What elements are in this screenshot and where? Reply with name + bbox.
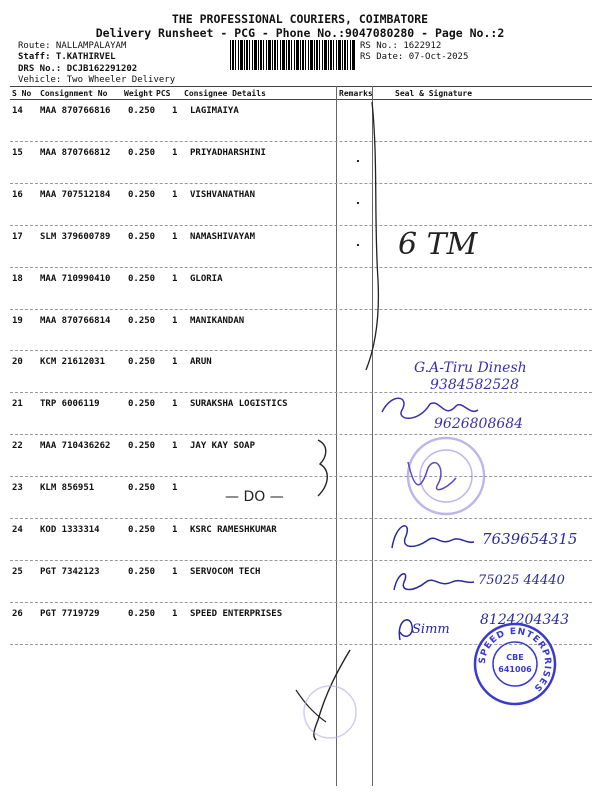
signature-row20: G.A-Tiru Dinesh xyxy=(414,360,527,376)
rs-date: RS Date: 07-Oct-2025 xyxy=(360,52,469,62)
faint-stamp xyxy=(408,438,484,514)
row-pcs: 1 xyxy=(172,441,178,452)
col-consignment: Consignment No xyxy=(40,89,108,98)
row-sno: 23 xyxy=(12,483,23,494)
row-consignment: TRP 6006119 xyxy=(40,399,100,410)
row-consignee: SPEED ENTERPRISES xyxy=(190,608,283,619)
row-weight: 0.250 xyxy=(128,189,156,200)
col-consignee: Consignee Details xyxy=(184,89,266,98)
company-title: THE PROFESSIONAL COURIERS, COIMBATORE xyxy=(171,12,429,26)
col-remarks: Remarks xyxy=(339,89,373,98)
row-weight: 0.250 xyxy=(128,399,156,410)
row-consignment: MAA 870766816 xyxy=(40,106,111,116)
row-pcs: 1 xyxy=(172,315,178,326)
row-pcs: 1 xyxy=(172,273,178,284)
row-weight: 0.250 xyxy=(128,566,156,577)
signature-row25 xyxy=(394,574,474,590)
runsheet-subtitle: Delivery Runsheet - PCG - Phone No.:9047080280 - Page No.:2 xyxy=(95,26,505,40)
drs-label: DRS No.: DCJB162291202 xyxy=(18,64,138,74)
phone-row24: 7639654315 xyxy=(482,530,578,548)
signature-row24 xyxy=(392,526,474,548)
vehicle-label: Vehicle: Two Wheeler Delivery xyxy=(18,75,176,85)
row-consignment: PGT 7719729 xyxy=(40,608,100,619)
row-sno: 24 xyxy=(12,525,23,535)
row-consignee: PRIYADHARSHINI xyxy=(190,147,266,158)
row-pcs: 1 xyxy=(172,608,178,619)
phone-row26: 8124204343 xyxy=(480,612,570,628)
row-consignment: KOD 1333314 xyxy=(40,525,100,535)
speed-stamp-inner-bottom: 641006 xyxy=(498,665,532,674)
speed-stamp-inner-top: CBE xyxy=(506,653,524,662)
row-consignment: MAA 710990410 xyxy=(40,273,111,284)
row-sno: 22 xyxy=(12,441,23,452)
row-consignee: JAY KAY SOAP xyxy=(190,441,256,452)
row-consignment: SLM 379600789 xyxy=(40,231,111,242)
row-consignee: LAGIMAIYA xyxy=(190,106,239,116)
row-sno: 18 xyxy=(12,273,23,284)
row-consignment: MAA 710436262 xyxy=(40,441,111,452)
row-sno: 15 xyxy=(12,147,23,158)
row-consignee: VISHVANATHAN xyxy=(190,189,256,200)
row-weight: 0.250 xyxy=(128,357,156,368)
route-label: Route: NALLAMPALAYAM xyxy=(18,41,127,51)
pen-stroke-vertical xyxy=(366,102,378,370)
col-pcs: PCS xyxy=(156,89,171,98)
row-weight: 0.250 xyxy=(128,231,156,242)
row-consignee: ARUN xyxy=(190,357,212,368)
row-pcs: 1 xyxy=(172,106,178,116)
row-sno: 17 xyxy=(12,231,23,242)
pen-stroke-bottom xyxy=(314,650,350,740)
phone-row21: 9626808684 xyxy=(434,416,524,432)
row-pcs: 1 xyxy=(172,147,178,158)
row-weight: 0.250 xyxy=(128,608,156,619)
phone-row25: 75025 44440 xyxy=(478,573,565,588)
row-pcs: 1 xyxy=(172,357,178,368)
row-pcs: 1 xyxy=(172,189,178,200)
row-weight: 0.250 xyxy=(128,147,156,158)
ditto-mark: — DO — xyxy=(225,489,284,505)
row-weight: 0.250 xyxy=(128,525,156,535)
speed-stamp xyxy=(475,624,555,704)
speed-stamp-inner xyxy=(493,642,537,686)
phone-row20: 9384582528 xyxy=(430,377,520,393)
row-consignment: PGT 7342123 xyxy=(40,566,100,577)
row-pcs: 1 xyxy=(172,525,178,535)
row-sno: 26 xyxy=(12,608,23,619)
signature-row26-loop xyxy=(399,620,412,640)
row-pcs: 1 xyxy=(172,566,178,577)
row-sno: 25 xyxy=(12,566,23,577)
row-sno: 20 xyxy=(12,357,23,368)
row-pcs: 1 xyxy=(172,231,178,242)
row-consignee: GLORIA xyxy=(190,273,223,284)
row-consignee: MANIKANDAN xyxy=(190,315,245,326)
row-consignment: MAA 870766812 xyxy=(40,147,111,158)
row-consignment: MAA 870766814 xyxy=(40,315,111,326)
row-consignment: KCM 21612031 xyxy=(40,357,106,368)
signature-row22 xyxy=(408,462,456,490)
ditto-brace xyxy=(318,440,327,496)
row-consignment: KLM 856951 xyxy=(40,483,95,494)
name-row26: Simm xyxy=(412,622,450,637)
faint-stamp-bottom xyxy=(304,686,356,738)
row-weight: 0.250 xyxy=(128,315,156,326)
col-seal: Seal & Signature xyxy=(395,89,473,98)
right-mark: 6 TM xyxy=(398,227,478,262)
col-weight: Weight xyxy=(124,89,153,98)
row-consignee: KSRC RAMESHKUMAR xyxy=(190,525,277,535)
row-consignee: SURAKSHA LOGISTICS xyxy=(190,399,288,410)
row-consignee: NAMASHIVAYAM xyxy=(190,231,256,242)
faint-stamp-inner xyxy=(420,450,472,502)
row-consignment: MAA 707512184 xyxy=(40,189,111,200)
row-consignee: SERVOCOM TECH xyxy=(190,566,261,577)
row-weight: 0.250 xyxy=(128,106,156,116)
row-pcs: 1 xyxy=(172,399,178,410)
row-sno: 14 xyxy=(12,106,23,116)
row-sno: 19 xyxy=(12,315,23,326)
row-weight: 0.250 xyxy=(128,441,156,452)
rs-number: RS No.: 1622912 xyxy=(360,41,442,51)
staff-label: Staff: T.KATHIRVEL xyxy=(18,52,116,62)
row-sno: 21 xyxy=(12,399,23,410)
row-weight: 0.250 xyxy=(128,483,156,494)
speed-stamp-outer-text: SPEED ENTERPRISES xyxy=(477,626,553,694)
row-pcs: 1 xyxy=(172,483,178,494)
row-weight: 0.250 xyxy=(128,273,156,284)
col-sno: S No xyxy=(12,89,32,98)
row-sno: 16 xyxy=(12,189,23,200)
